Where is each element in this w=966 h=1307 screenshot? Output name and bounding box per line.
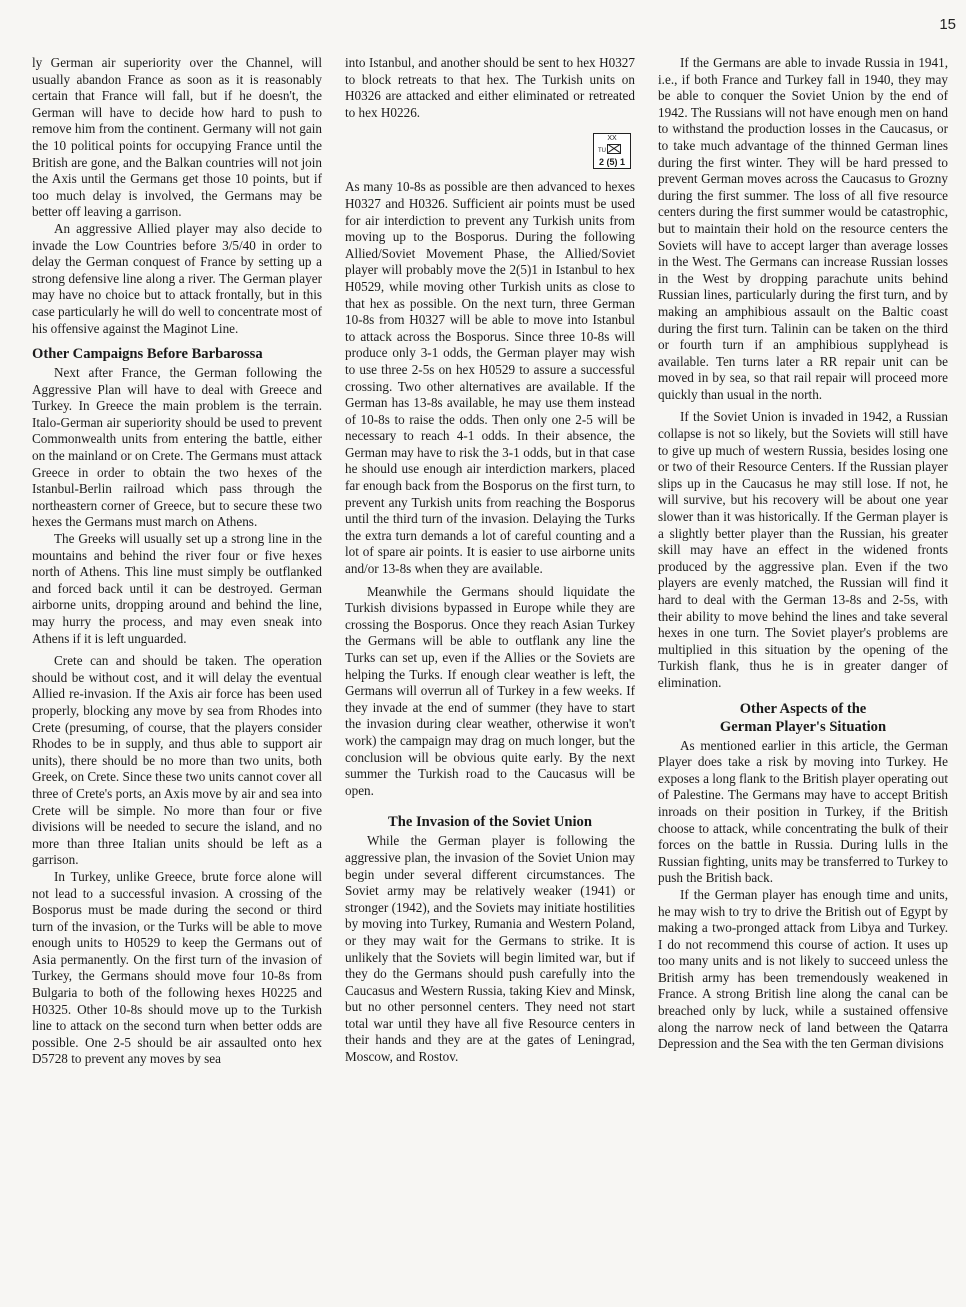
paragraph: ly German air superiority over the Channel, will usually abandon France as soon as it is reasonably certain that France will fall, but if he doesn't, the German will have to decide how hard to push to remove him from the continent. Germany will not gain the 10 political points for occupying France until the British are gone, and the Balkan countries will not join the Axis until the Germans get those 10 points, but if too much delay is involved, the Germans may be better off leaving a garrison. [32,55,322,220]
section-heading-invasion-soviet-union: The Invasion of the Soviet Union [388,814,592,831]
paragraph: In Turkey, unlike Greece, brute force alone will not lead to a successful invasion. A crossing of the Bosporus must be made during the second or third turn of the invasion, or the Turks will be able to move enough units to H0529 to keep the Germans out of Asia permanently. On the first turn of the invasion of Turkey, the Germans should move four 10-8s from Bulgaria to both of the following hexes H0225 and H0325. Other 10-8s should move up to the Turkish line to attack on the second turn when better odds are possible. One 2-5 should be air assaulted onto hex D5728 to prevent any moves by sea [32,868,322,1067]
turkish-unit-counter [593,133,631,169]
paragraph: into Istanbul, and another should be sent to hex H0327 to block retreats to that hex. The Turkish units on H0326 are attacked and either eliminated or retreated to hex H0226. [345,55,635,120]
page-number: 15 [939,16,956,33]
section-heading-other-aspects-line-1: Other Aspects of the [739,700,867,717]
paragraph: Next after France, the German following the Aggressive Plan will have to deal with Greece and Turkey. In Greece the main problem is the terrain. Italo-German air superiority should be used to prevent Commonwealth units from entering the battle, either on the mainland or on Crete. The Germans must attack Greece in order to obtain the two hexes of the Istanbul-Berlin railroad which pass through the northeastern corner of Greece, but to secure these two hexes the Germans must march on Athens. [32,365,322,530]
column-1 [32,55,322,1068]
unit-value-label: 2 (5) 1 [598,157,625,168]
paragraph: The Greeks will usually set up a strong line in the mountains and behind the river four or five hexes north of Athens. This line must simply be outflanked and forced back until it can be destroyed. German airborne units, dropping around and behind the line, may hurry the process, and may even sneak into Athens if it is left unguarded. [32,531,322,646]
unit-size-label: XX [607,135,617,143]
paragraph: While the German player is following the aggressive plan, the invasion of the Soviet Union may begin under several different circumstances. The Soviet army may be relatively weaker (1941) or stronger (1942), and the Soviets may initiate hostilities by moving into Turkey, Rumania and Western Poland, or they may wait for the Germans to strike. It is unlikely that the Soviets will begin limited war, but if they do the Germans should push carefully into the Caucasus and Western Russia, taking Kiev and Minsk, but no other personnel centers. They need not start total war until they have all five Resource centers in their hands and they are at the gates of Leningrad, Moscow, and Rostov. [345,833,635,1065]
column-3 [658,55,948,1068]
section-heading-other-aspects-line-2: German Player's Situation [719,718,887,735]
paragraph: If the Germans are able to invade Russia in 1941, i.e., if both France and Turkey fall in 1940, they may be able to conquer the Soviet Union by the end of 1942. The Russians will not have enough men on hand to withstand the production losses in the Caucasus, or to take much advantage of the thinned German lines during the first winter. They will be hard pressed to prevent German moves across the Caucasus to Grozny during the first summer. The loss of all five resource centers during the first summer would be catastrophic, but to maintain their hold on the resource centers the Soviets will have to accept larger than average losses in the West. The Germans can increase Russian losses in the West by dropping parachute units behind Russian lines, particularly during the first turn, and by making an amphibious assault on the Baltic coast during the first turn. Talinin can be taken on the third or fourth turn if an amphibious supplyhead is available. Ten turns later a RR repair unit can be moved in by sea, so that rail repair will proceed more quickly than usual in the north. [658,55,948,402]
paragraph: Meanwhile the Germans should liquidate the Turkish divisions bypassed in Europe while they are crossing the Bosporus. Once they reach Asian Turkey the Germans will be able to outflank any line the Turks can set up, even if the Allies or the Soviets are helping the Turks. If enough clear weather is left, the Germans will overrun all of Turkey in a few weeks. If they invade at the end of summer (they have to start the invasion during clear weather, otherwise it won't work) the campaign may drag on much longer, but the conclusion will be obvious quite early. By the next summer the Turkish road to the Caucasus will be open. [345,583,635,798]
paragraph: Crete can and should be taken. The operation should be without cost, and it will delay the eventual Allied re-invasion. If the Axis air force has been used properly, blocking any move by sea from Rhodes into Crete (presuming, of course, that the players consider Rhodes to be in supply, and thus able to support air units), there should be no more than two units, both Greek, on Crete. Since these two units cannot cover all three of Crete's ports, an Axis move by air and sea into Crete will be simple. No more than four or five divisions will be needed to secure the island, and no more than three Italian units should be left as a garrison. [32,653,322,868]
paragraph: If the Soviet Union is invaded in 1942, a Russian collapse is not so likely, but the Soviets will still have to give up much of western Russia, besides losing one or two of their Resource Centers. If the Russian player slips up in the Caucasus he may still lose. If not, he will survive, but his recovery will be about one year slower than it was historically. If the German player is a slightly better player than the Russian, his greater skill may have an effect in the widened fronts produced by the aggressive plan. Even if the two players are evenly matched, the Russian will find it hard to deal with the German 13-8s and 2-5s, with their ability to move behind the lines and take several hexes in one turn. The Soviet player's problems are multiplied in this situation by the opening of the Turkish flank, thus he is in greater danger of elimination. [658,409,948,690]
section-heading-other-campaigns: Other Campaigns Before Barbarossa [32,346,263,363]
paragraph: An aggressive Allied player may also decide to invade the Low Countries before 3/5/40 in order to delay the German conquest of France by setting up a strong defensive line along a river. The German player may have no choice but to attack frontally, but in this case particularly he will do well to concentrate most of his offensive against the Maginot Line. [32,220,322,336]
unit-type-label: TU [598,148,606,155]
column-2 [345,55,635,1068]
counter-figure [345,133,631,169]
infantry-symbol-icon [607,144,621,154]
article-columns [32,55,948,1068]
paragraph: As mentioned earlier in this article, the German Player does take a risk by moving into Turkey. He exposes a long flank to the British player operating out of Palestine. The Germans may have to accept British inroads on their position in Turkey, if the British choose to attack, while concentrating the bulk of their forces on the battle in Russia. During lulls in the Russian fighting, units may be transferred to Turkey to push the British back. [658,737,948,886]
paragraph: As many 10-8s as possible are then advanced to hexes H0327 and H0326. Sufficient air points must be used for air interdiction to prevent any Turkish units from moving up to the Bosporus. During the following Allied/Soviet Movement Phase, the Allied/Soviet player will probably move the 2(5)1 in Istanbul to hex H0529, while moving other Turkish units as close to that hex as possible. On the next turn, three German 10-8s from H0327 will be able to move into Istanbul to attack across the Bosporus. Since three 10-8s will produce only 3-1 odds, the German player may wish to use three 2-5s on hex H0529 to assure a successful crossing. Two other alternatives are available. If the German has 13-8s available, he may use them instead of 10-8s to raise the odds. Then only one 2-5 will be necessary to reach 4-1 odds. In their absence, the German may have to risk the 3-1 odds, but in that case he should use enough air interdiction markers, placed far enough back from the Bosporus on the first turn, to prevent any Turkish units from reaching the Bosporus until the third turn of the invasion. Delaying the Turks the extra turn demands a lot of careful counting and a lot of spare air points. It is easier to use airborne units and/or 13-8s when they are available. [345,179,635,577]
paragraph: If the German player has enough time and units, he may wish to try to drive the British out of Egypt by making a two-pronged attack from Libya and Turkey. I do not recommend this course of action. It uses up too many units and is not likely to succeed unless the British army has been tremendously weakened in France. A strong British line along the canal can be breached only by luck, while a sustained offensive along the narrow neck of land between the Qatarra Depression and the Sea with the ten German divisions [658,886,948,1052]
